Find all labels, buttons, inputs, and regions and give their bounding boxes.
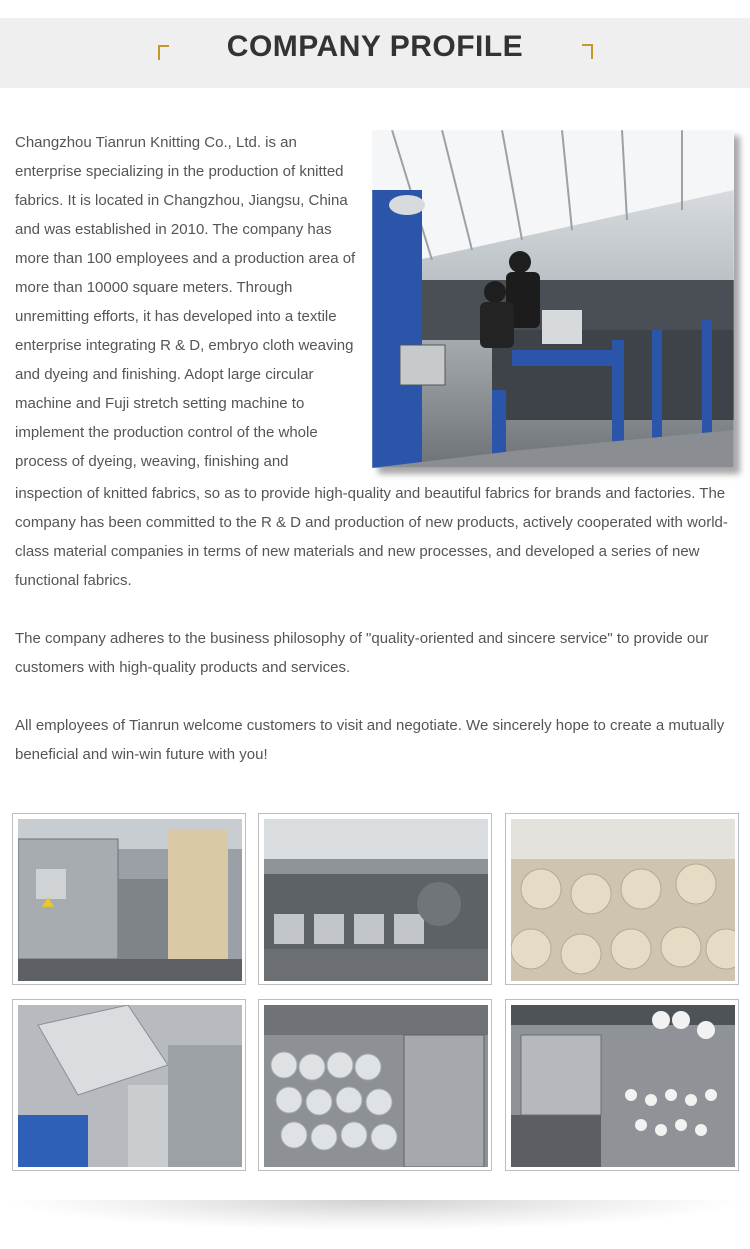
title-corner-right-icon bbox=[582, 44, 593, 59]
business-philosophy-text: The company adheres to the business philosophy of "quality-oriented and sincere service" to provide our customers with high-quality products and services. bbox=[15, 630, 709, 676]
profile-intro-text: Changzhou Tianrun Knitting Co., Ltd. is an enterprise specializing in the production of knitted fabrics. It is located in Changzhou, Jiangsu, China and was established in 2010. The company has more than 100 employees and a production area of more than 10000 square meters. Through unremitting efforts, it has developed into a textile enterprise integrating R & D, embryo cloth weaving and dyeing and finishing. Adopt large circular machine and Fuji stretch setting machine to implement the production control of the whole process of dyeing, weaving, finishing and bbox=[15, 134, 356, 470]
profile-intro-continued-text: inspection of knitted fabrics, so as to provide high-quality and beautiful fabrics for brands and factories. The company has been committed to the R & D and production of new products, actively cooperated with world-class material companies in terms of new materials and new processes, and developed a series of new functional fabrics. bbox=[15, 485, 728, 589]
gallery-photo-dyeing-machines bbox=[258, 813, 492, 985]
gallery-photo-rolling-machine bbox=[12, 999, 246, 1171]
gallery-photo-fabric-rolls bbox=[505, 813, 739, 985]
page-title: COMPANY PROFILE bbox=[226, 30, 524, 63]
gallery-photo-inspection-machine bbox=[12, 813, 246, 985]
welcome-text: All employees of Tianrun welcome customers to visit and negotiate. We sincerely hope to create a mutually beneficial and win-win future with you! bbox=[15, 717, 725, 763]
factory-hero-image bbox=[372, 130, 734, 468]
gallery-photo-fabric-stock bbox=[258, 999, 492, 1171]
gallery-photo-circular-knitting bbox=[505, 999, 739, 1171]
bottom-shadow-divider bbox=[10, 1200, 740, 1230]
